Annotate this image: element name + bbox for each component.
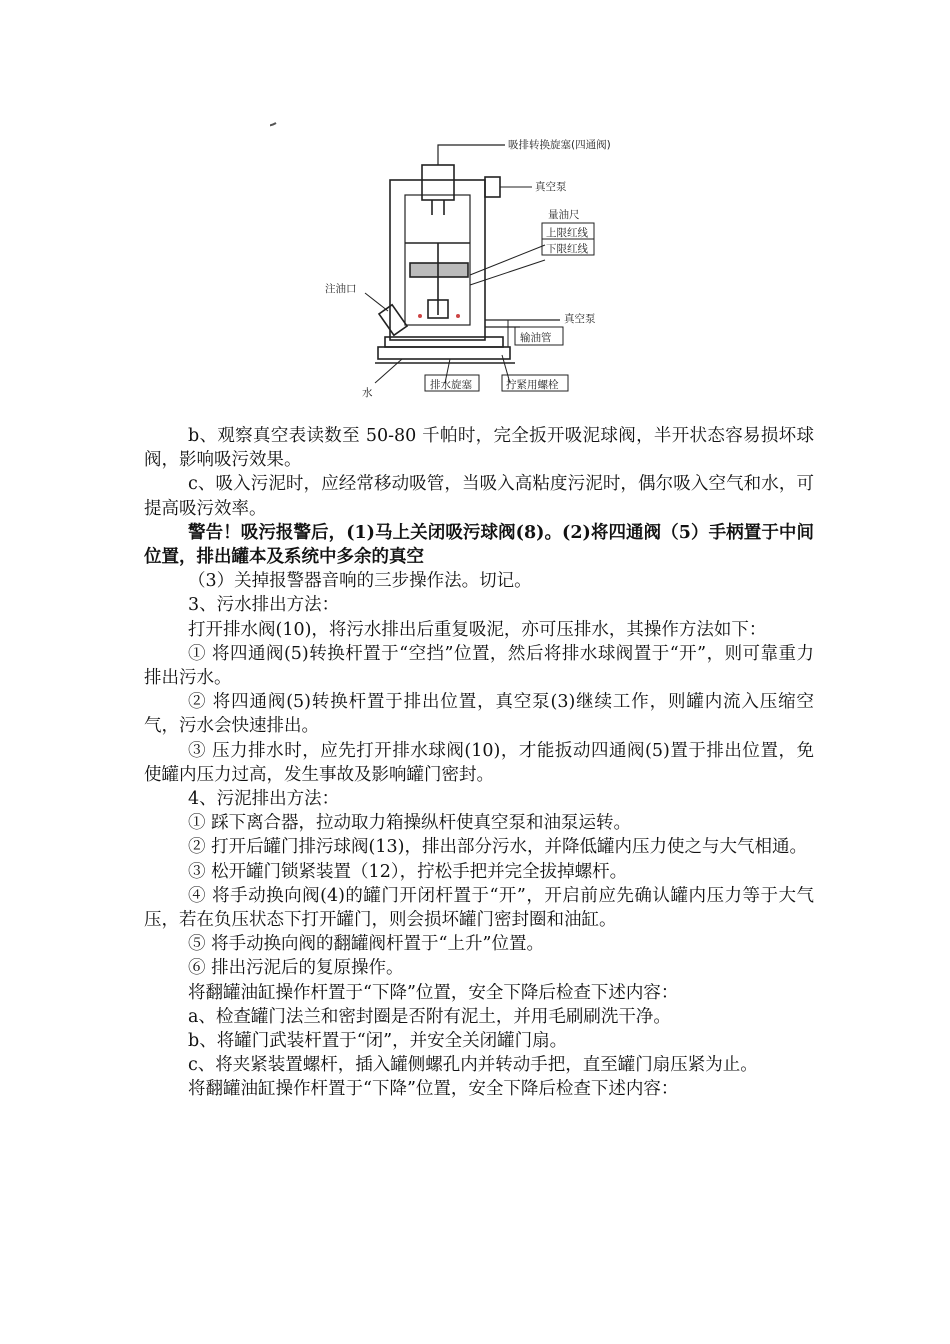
list-item: ② 打开后罐门排污球阀(13)，排出部分污水，并降低罐内压力使之与大气相通。 [188,837,807,858]
paragraph: （3）关掉报警器音响的三步操作法。切记。 [188,571,532,592]
list-item: ⑤ 将手动换向阀的翻罐阀杆置于“上升”位置。 [188,934,544,955]
list-item: ⑥ 排出污泥后的复原操作。 [188,958,404,979]
list-item: ① 踩下离合器，拉动取力箱操纵杆使真空泵和油泵运转。 [188,813,632,834]
label-bolt: 拧紧用螺栓 [506,379,559,391]
label-vacuum-pump-top: 真空泵 [535,181,567,193]
list-item: ① 将四通阀(5)转换杆置于“空挡”位置，然后将排水球阀置于“开”，则可靠重力排出污水。 [144,643,814,689]
label-lower-line: 下限红线 [546,243,588,255]
label-water: 水 [362,387,373,399]
label-dipstick: 量油尺 [548,209,580,221]
list-item: c、将夹紧装置螺杆，插入罐侧螺孔内并转动手把，直至罐门扇压紧为止。 [188,1055,758,1076]
body-text [144,424,814,1102]
section-heading: 3、污水排出方法： [188,595,340,616]
list-item: b、将罐门武装杆置于“闭”，并安全关闭罐门扇。 [188,1031,568,1052]
paragraph: b、观察真空表读数至 50-80 千帕时，完全扳开吸泥球阀，半开状态容易损坏球阀，影响吸污效果。 [144,426,814,471]
list-item: ③ 松开罐门锁紧装置（12），拧松手把并完全拔掉螺杆。 [188,861,628,882]
label-oil-pipe: 输油管 [520,332,552,344]
label-upper-line: 上限红线 [546,227,588,239]
list-item: ④ 将手动换向阀(4)的罐门开闭杆置于“开”，开启前应先确认罐内压力等于大气压，若在负压状态下打开罐门，则会损坏罐门密封圈和油缸。 [144,885,814,931]
label-oil-inlet: 注油口 [325,283,357,295]
pump-diagram-drawing [270,115,650,410]
paragraph: 将翻罐油缸操作杆置于“下降”位置，安全下降后检查下述内容： [188,1079,679,1100]
paragraph: 将翻罐油缸操作杆置于“下降”位置，安全下降后检查下述内容： [188,982,679,1003]
list-item: a、检查罐门法兰和密封圈是否附有泥土，并用毛刷刷洗干净。 [188,1006,671,1027]
pump-diagram [270,115,650,410]
label-valve: 吸排转换旋塞(四通阀) [508,139,611,151]
section-heading: 4、污泥排出方法： [188,789,340,810]
paragraph: c、吸入污泥时，应经常移动吸管，当吸入高粘度污泥时，偶尔吸入空气和水，可提高吸污效率。 [144,474,814,519]
list-item: ③ 压力排水时，应先打开排水球阀(10)，才能扳动四通阀(5)置于排出位置，免使罐内压力过高，发生事故及影响罐门密封。 [144,740,814,785]
warning-paragraph: 警告！吸污报警后，(1)马上关闭吸污球阀(8)。(2)将四通阀（5）手柄置于中间位置，排出罐本及系统中多余的真空 [144,522,814,568]
paragraph: 打开排水阀(10)，将污水排出后重复吸泥，亦可压排水，其操作方法如下： [188,619,767,640]
label-vacuum-pump-side: 真空泵 [564,313,596,325]
list-item: ② 将四通阀(5)转换杆置于排出位置，真空泵(3)继续工作，则罐内流入压缩空气，污水会快速排出。 [144,692,814,737]
label-drain-plug: 排水旋塞 [430,379,472,391]
